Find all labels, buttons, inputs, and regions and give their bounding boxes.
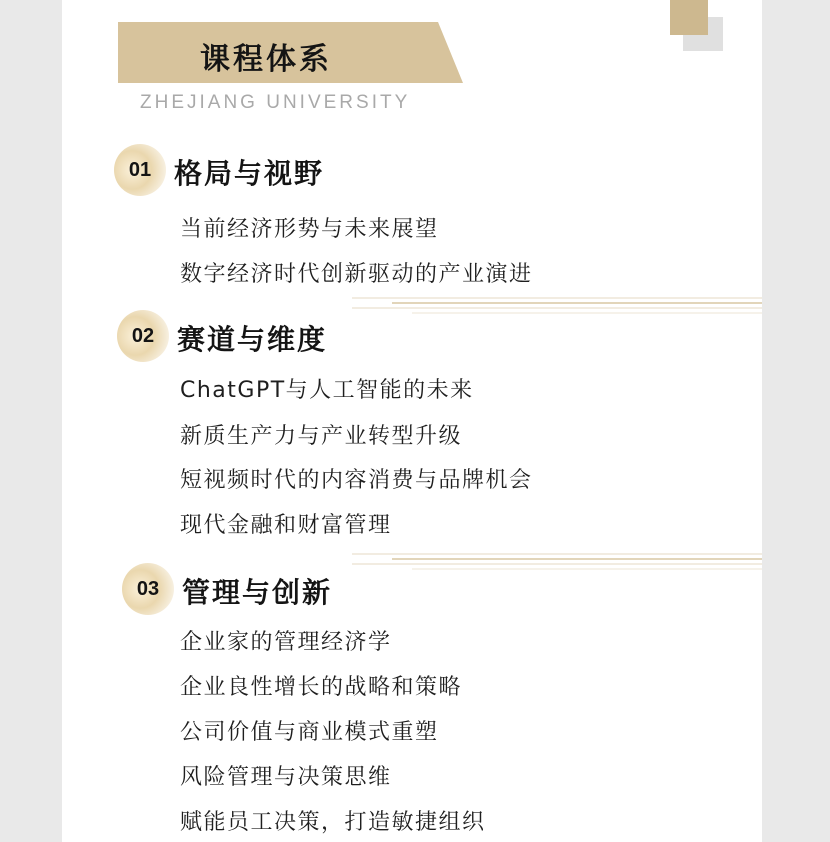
section-number: 01 <box>128 159 152 181</box>
section-number: 03 <box>136 578 160 600</box>
course-item: 新质生产力与产业转型升级 <box>180 424 463 449</box>
course-item: ChatGPT与人工智能的未来 <box>180 378 474 403</box>
section-title: 管理与创新 <box>182 576 333 609</box>
course-item: 数字经济时代创新驱动的产业演进 <box>180 262 533 287</box>
page-title: 课程体系 <box>200 42 332 77</box>
section-title: 赛道与维度 <box>177 323 328 356</box>
section-divider <box>352 292 762 316</box>
course-item: 当前经济形势与未来展望 <box>180 217 439 242</box>
section-title: 格局与视野 <box>174 157 325 190</box>
section-divider <box>352 548 762 572</box>
course-item: 现代金融和财富管理 <box>180 513 392 538</box>
course-page <box>62 0 762 842</box>
course-item: 短视频时代的内容消费与品牌机会 <box>180 468 533 493</box>
course-item: 企业家的管理经济学 <box>180 630 392 655</box>
course-item: 企业良性增长的战略和策略 <box>180 675 463 700</box>
corner-decoration <box>667 0 727 55</box>
course-item: 公司价值与商业模式重塑 <box>180 720 439 745</box>
title-banner <box>118 22 463 83</box>
course-item: 赋能员工决策，打造敏捷组织 <box>180 810 486 835</box>
course-item: 风险管理与决策思维 <box>180 765 392 790</box>
section-number: 02 <box>131 325 155 347</box>
university-subtitle: ZHEJIANG UNIVERSITY <box>140 92 411 113</box>
corner-square-front <box>670 0 708 35</box>
